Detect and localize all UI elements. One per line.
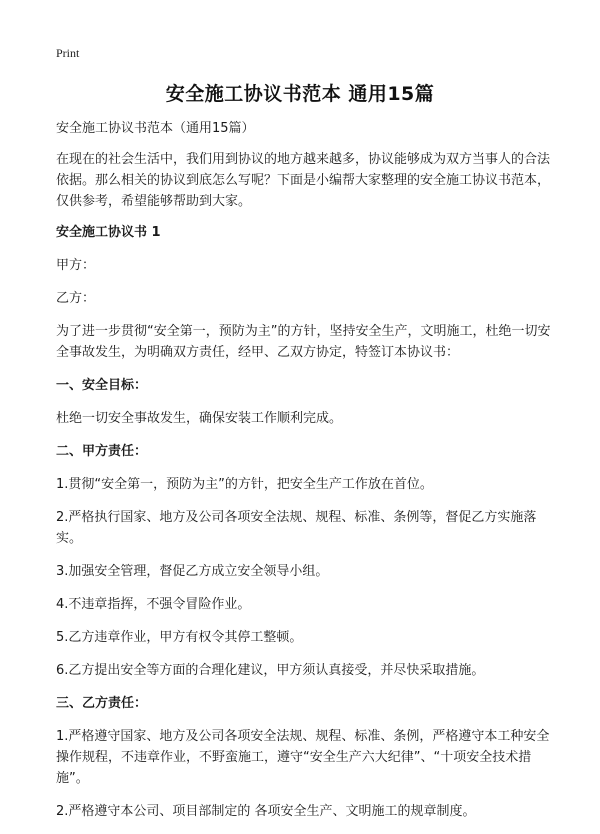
- section-item: 5.乙方违章作业，甲方有权令其停工整顿。: [56, 630, 303, 645]
- section-item: 2.严格遵守本公司、项目部制定的 各项安全生产、文明施工的规章制度。: [56, 804, 476, 819]
- section-item: 1.严格遵守国家、地方及公司各项安全法规、规程、标准、条例，严格遵守本工种安全操作规程，不违章作业，不野蛮施工，遵守“安全生产六大纪律”、“十项安全技术措施”。: [56, 729, 550, 786]
- agreement-heading: 安全施工协议书 1: [56, 225, 161, 240]
- party-a-field: 甲方：: [56, 258, 96, 273]
- document-body: [56, 118, 552, 834]
- section-heading-party-a-duties: 二、甲方责任：: [56, 444, 148, 459]
- section-item: 2.严格执行国家、地方及公司各项安全法规、规程、标准、条例等，督促乙方实施落实。: [56, 510, 537, 546]
- section-heading-party-b-duties: 三、乙方责任：: [56, 696, 148, 711]
- section-heading-safety-goal: 一、安全目标：: [56, 378, 148, 393]
- document-subtitle: 安全施工协议书范本（通用15篇）: [56, 121, 255, 136]
- document-title: 安全施工协议书范本 通用15篇: [165, 83, 435, 105]
- section-item: 1.贯彻“安全第一，预防为主”的方针，把安全生产工作放在首位。: [56, 477, 433, 492]
- intro-paragraph: 在现在的社会生活中，我们用到协议的地方越来越多，协议能够成为双方当事人的合法依据。那么相关的协议到底怎么写呢？下面是小编帮大家整理的安全施工协议书范本，仅供参考，希望能够帮助到大家。: [56, 152, 551, 209]
- preamble-paragraph: 为了进一步贯彻“安全第一，预防为主”的方针，坚持安全生产，文明施工，杜绝一切安全事故发生，为明确双方责任，经甲、乙双方协定，特签订本协议书：: [56, 324, 551, 360]
- section-item: 3.加强安全管理，督促乙方成立安全领导小组。: [56, 564, 329, 579]
- section-item: 杜绝一切安全事故发生，确保安装工作顺利完成。: [56, 411, 343, 426]
- party-b-field: 乙方：: [56, 291, 96, 306]
- section-item: 4.不违章指挥，不强令冒险作业。: [56, 597, 251, 612]
- print-label: Print: [56, 46, 80, 60]
- section-item: 6.乙方提出安全等方面的合理化建议，甲方须认真接受，并尽快采取措施。: [56, 663, 485, 678]
